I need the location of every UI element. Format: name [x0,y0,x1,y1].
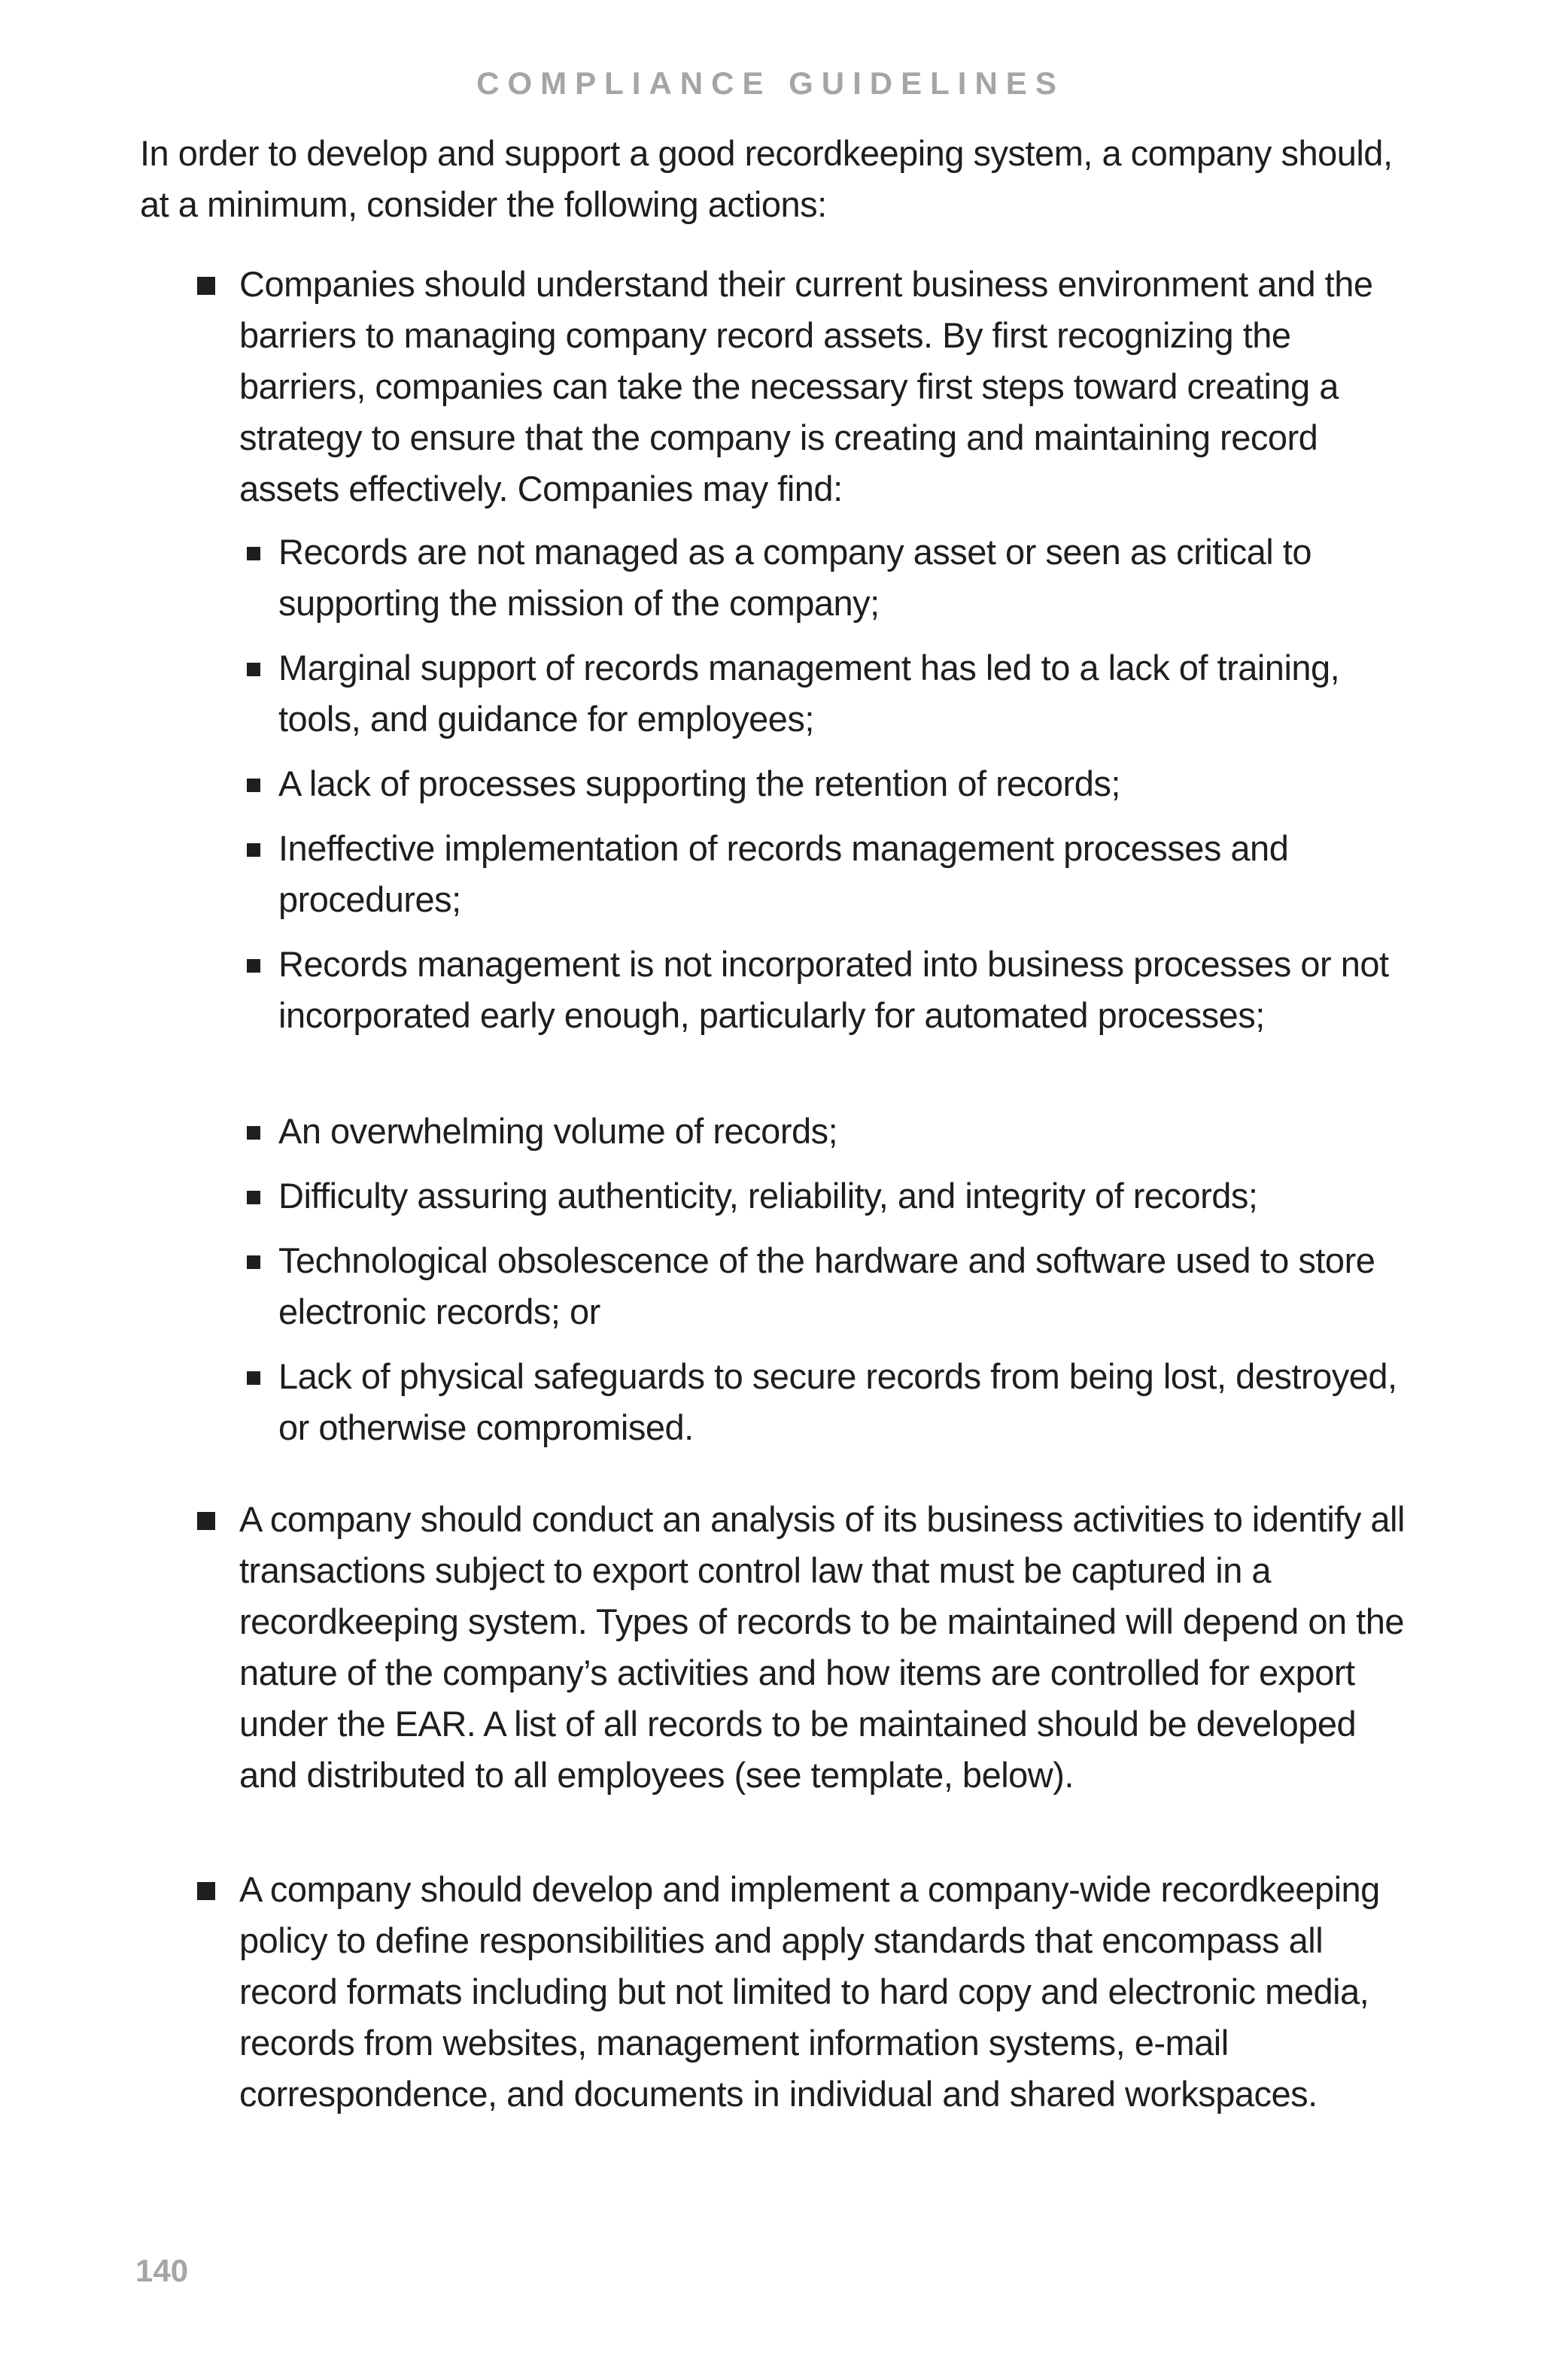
sub-bullet-item [278,1170,1400,1222]
square-bullet-icon [247,779,260,792]
sub-bullet-item [278,939,1400,1041]
sub-bullet-item [278,1106,1400,1157]
bullet-text: Companies should understand their current business environment and the barriers to managing company record assets. By first recognizing the barriers, companies can take the necessary first steps toward creating a strategy to ensure that the company is creating and maintaining record assets effectively. Companies may find: [239,264,1373,508]
square-bullet-icon [197,1882,215,1900]
sub-bullet-item [278,642,1400,745]
square-bullet-icon [197,1512,215,1530]
sub-bullet-text: An overwhelming volume of records; [278,1111,838,1151]
sub-bullet-text: Difficulty assuring authenticity, reliability, and integrity of records; [278,1176,1258,1216]
sub-bullet-text: Records are not managed as a company asset or seen as critical to supporting the mission of the company; [278,532,1312,623]
bullet-item [239,1864,1413,2120]
sub-bullet-text: Records management is not incorporated into business processes or not incorporated early enough, particularly for automated processes; [278,944,1389,1035]
sub-bullet-text: Lack of physical safeguards to secure records from being lost, destroyed, or otherwise compromised. [278,1356,1397,1447]
page-number: 140 [135,2253,189,2288]
square-bullet-icon [247,843,260,857]
sub-bullet-item [278,758,1400,809]
square-bullet-icon [247,663,260,676]
sub-bullet-item [278,823,1400,925]
square-bullet-icon [247,547,260,560]
square-bullet-icon [247,959,260,973]
sub-bullet-text: Marginal support of records management has led to a lack of training, tools, and guidance for employees; [278,648,1340,739]
bullet-item [239,259,1413,515]
square-bullet-icon [247,1126,260,1140]
sub-bullet-text: Ineffective implementation of records management processes and procedures; [278,828,1289,919]
sub-bullet-item [278,1351,1400,1453]
square-bullet-icon [247,1255,260,1269]
bullet-text: A company should conduct an analysis of its business activities to identify all transactions subject to export control law that must be captured in a recordkeeping system. Types of records to be maintained will depend on the nature of the company’s activities and how items are controlled for export under the EAR. A list of all records to be maintained should be developed and distributed to all employees (see template, below). [239,1499,1405,1795]
sub-bullet-text: Technological obsolescence of the hardware and software used to store electronic records; or [278,1240,1375,1331]
square-bullet-icon [197,277,215,295]
bullet-text: A company should develop and implement a company-wide recordkeeping policy to define responsibilities and apply standards that encompass all record formats including but not limited to hard copy and electronic media, records from websites, management information systems, e-mail correspondence, and documents in individual and shared workspaces. [239,1869,1380,2114]
section-header: COMPLIANCE GUIDELINES [476,65,1065,101]
bullet-item [239,1494,1413,1801]
square-bullet-icon [247,1191,260,1204]
sub-bullet-item [278,1235,1400,1337]
sub-bullet-item [278,527,1400,629]
intro-paragraph: In order to develop and support a good recordkeeping system, a company should, at a minimum, consider the following actions: [140,133,1393,224]
square-bullet-icon [247,1371,260,1385]
sub-bullet-text: A lack of processes supporting the retention of records; [278,763,1120,803]
